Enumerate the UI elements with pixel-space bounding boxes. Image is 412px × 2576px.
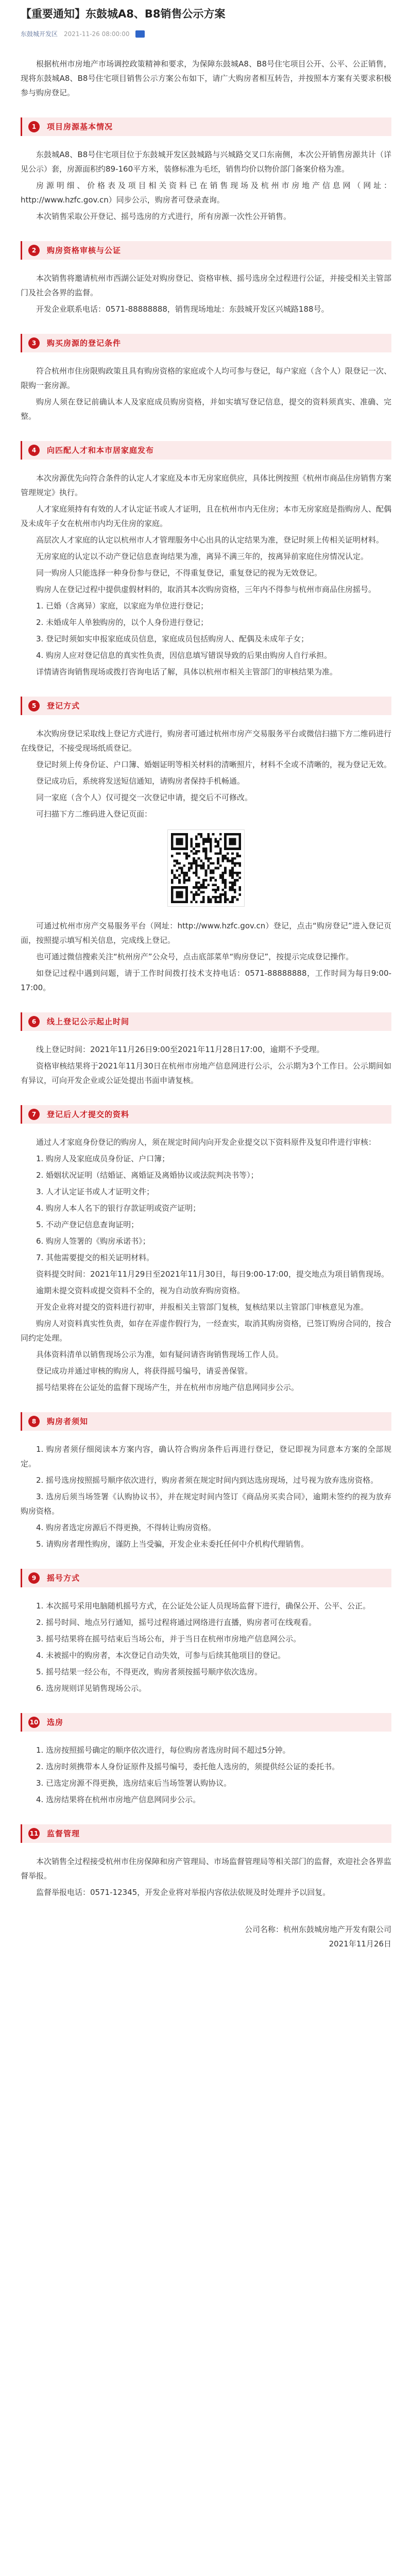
section-8	[21, 1412, 391, 1551]
section-number-badge: 2	[28, 245, 40, 256]
section-header	[21, 1569, 391, 1587]
section-title: 购房者须知	[47, 1417, 89, 1426]
section-number-badge: 7	[28, 1109, 40, 1120]
section-paragraph: 也可通过微信搜索关注“杭州房产”公众号，点击底部菜单“购房登记”，按提示完成登记操作。	[36, 952, 354, 961]
section-number-badge: 8	[28, 1416, 40, 1427]
section-paragraph: 资料提交时间：2021年11月29日至2021年11月30日，每日9:00-17:00，提交地点为项目销售现场。	[36, 1269, 389, 1279]
section-number-badge: 3	[28, 337, 40, 349]
section-paragraph: 开发企业将对提交的资料进行初审，并报相关主管部门复核，复核结果以主管部门审核意见为准。	[36, 1302, 369, 1312]
section-title: 登记后人才提交的资料	[47, 1110, 130, 1119]
section-title: 购买房源的登记条件	[47, 338, 122, 348]
section-paragraph: 1. 本次摇号采用电脑随机摇号方式，在公证处公证人员现场监督下进行，确保公开、公平、公正。	[36, 1601, 371, 1611]
section-paragraph: 3. 登记时须如实申报家庭成员信息，家庭成员包括购房人、配偶及未成年子女；	[36, 634, 309, 643]
article-meta	[21, 27, 391, 41]
section-paragraph: 6. 购房人签署的《购房承诺书》；	[36, 1236, 150, 1246]
section-header	[21, 1012, 391, 1031]
section-paragraph: 2. 摇号选房按照摇号顺序依次进行，购房者须在规定时间内到达选房现场，过号视为放弃选房资格。	[36, 1476, 379, 1485]
section-title: 购房资格审核与公证	[47, 246, 122, 255]
section-paragraph: 4. 购房人应对登记信息的真实性负责，因信息填写错误导致的后果由购房人自行承担。	[36, 651, 332, 660]
intro	[21, 57, 391, 100]
section-paragraph: 5. 摇号结果一经公布，不得更改，购房者须按摇号顺序依次选房。	[36, 1667, 263, 1676]
section-number-badge: 4	[28, 445, 40, 456]
section-header	[21, 241, 391, 260]
section-header	[21, 697, 391, 715]
section-paragraph: 具体资料清单以销售现场公示为准，如有疑问请咨询销售现场工作人员。	[36, 1350, 284, 1359]
section-title: 登记方式	[47, 701, 80, 710]
section-paragraph: 登记成功并通过审核的购房人，将获得摇号编号，请妥善保管。	[36, 1366, 253, 1376]
section-body	[21, 1599, 391, 1696]
section-body	[21, 1135, 391, 1395]
section-paragraph: 同一购房人只能选择一种身份参与登记，不得重复登记，重复登记的视为无效登记。	[36, 568, 322, 578]
qr-code-wrapper	[21, 829, 391, 911]
footer-company: 公司名称：杭州东鼓城房地产开发有限公司	[244, 1925, 391, 1934]
section-3	[21, 334, 391, 423]
section-paragraph: 人才家庭须持有有效的人才认定证书或人才证明，且在杭州市内无住房；本市无房家庭是指购房人、配偶及未成年子女在杭州市内均无住房的家庭。	[21, 504, 392, 528]
section-paragraph: 3. 人才认定证书或人才证明文件；	[36, 1187, 154, 1196]
section-paragraph: 详情请咨询销售现场或拨打咨询电话了解，具体以杭州市相关主管部门的审核结果为准。	[36, 667, 338, 676]
section-paragraph: 2. 未婚成年人单独购房的，以个人身份进行登记；	[36, 618, 209, 627]
section-body	[21, 726, 391, 995]
section-paragraph: 逾期未提交资料或提交资料不全的，视为自动放弃购房资格。	[36, 1286, 245, 1295]
section-header	[21, 117, 391, 136]
section-paragraph: 5. 请购房者理性购房，谨防上当受骗，开发企业未委托任何中介机构代理销售。	[36, 1539, 309, 1549]
section-paragraph: 登记时须上传身份证、户口簿、婚姻证明等相关材料的清晰照片，材料不全或不清晰的，视为登记无效。	[36, 760, 392, 769]
section-10	[21, 1713, 391, 1807]
section-paragraph: 5. 不动产登记信息查询证明；	[36, 1220, 139, 1229]
section-paragraph: 登记成功后，系统将发送短信通知，请购房者保持手机畅通。	[36, 776, 245, 786]
section-number-badge: 5	[28, 700, 40, 711]
section-paragraph: 1. 已婚（含离异）家庭，以家庭为单位进行登记；	[36, 601, 209, 611]
section-body	[21, 1743, 391, 1807]
section-paragraph: 7. 其他需要提交的相关证明材料。	[36, 1253, 154, 1262]
section-header	[21, 1412, 391, 1431]
intro-paragraph: 根据杭州市房地产市场调控政策精神和要求，为保障东鼓城A8、B8号住宅项目公开、公平、公正销售，现将东鼓城A8、B8号住宅项目销售公示方案公布如下，请广大购房者相互转告，并按照本方案有关要求积极参与购房登记。	[21, 59, 391, 97]
section-paragraph: 2. 摇号时间、地点另行通知，摇号过程将通过网络进行直播，购房者可在线观看。	[36, 1618, 317, 1627]
section-number-badge: 1	[28, 121, 40, 132]
section-paragraph: 购房人在登记过程中提供虚假材料的，取消其本次购房资格，三年内不得参与杭州市商品住房摇号。	[36, 585, 376, 594]
section-body	[21, 147, 391, 224]
section-body	[21, 364, 391, 423]
section-4	[21, 441, 391, 679]
section-title: 向匹配人才和本市居家庭发布	[47, 446, 154, 455]
section-title: 项目房源基本情况	[47, 122, 113, 131]
section-9	[21, 1569, 391, 1696]
section-paragraph: 3. 选房后须当场签署《认购协议书》，并在规定时间内签订《商品房买卖合同》，逾期未签约的视为放弃购房资格。	[21, 1492, 391, 1516]
section-paragraph: 本次销售全过程接受杭州市住房保障和房产管理局、市场监督管理局等相关部门的监督，欢迎社会各界监督举报。	[21, 1857, 392, 1880]
section-body	[21, 271, 391, 316]
section-paragraph: 购房人对资料真实性负责，如存在弄虚作假行为，一经查实，取消其购房资格，已签订购房合同的，按合同约定处理。	[21, 1319, 392, 1343]
section-paragraph: 2. 选房时须携带本人身份证原件及摇号编号，委托他人选房的，须提供经公证的委托书。	[36, 1762, 340, 1771]
section-paragraph: 4. 选房结果将在杭州市房地产信息网同步公示。	[36, 1795, 201, 1804]
section-paragraph: 可扫描下方二维码进入登记页面：	[36, 809, 152, 819]
section-paragraph: 符合杭州市住房限购政策且具有购房资格的家庭或个人均可参与登记，每户家庭（含个人）限登记一次、限购一套房源。	[21, 366, 392, 390]
section-number-badge: 10	[28, 1717, 40, 1728]
section-title: 监督管理	[47, 1829, 80, 1838]
section-paragraph: 4. 购房人本人名下的银行存款证明或资产证明；	[36, 1204, 201, 1213]
section-paragraph: 本次房源优先向符合条件的认定人才家庭及本市无房家庭供应，具体比例按照《杭州市商品住房销售方案管理规定》执行。	[21, 473, 392, 497]
section-paragraph: 资格审核结果将于2021年11月30日在杭州市房地产信息网进行公示，公示期为3个工作日。公示期间如有异议，可向开发企业或公证处提出书面申请复核。	[21, 1061, 391, 1085]
section-paragraph: 购房人须在登记前确认本人及家庭成员购房资格，并如实填写登记信息，提交的资料须真实、准确、完整。	[21, 397, 391, 421]
section-paragraph: 本次销售采取公开登记、摇号选房的方式进行，所有房源一次性公开销售。	[36, 212, 291, 221]
section-paragraph: 1. 购房者须仔细阅读本方案内容，确认符合购房条件后再进行登记，登记即视为同意本方案的全部规定。	[21, 1445, 391, 1468]
section-header	[21, 334, 391, 352]
section-paragraph: 同一家庭（含个人）仅可提交一次登记申请，提交后不可修改。	[36, 793, 253, 802]
registration-qr-code-icon[interactable]	[167, 829, 245, 907]
section-paragraph: 无房家庭的认定以不动产登记信息查询结果为准，离异不满三年的，按离异前家庭住房情况认定。	[36, 552, 369, 561]
section-paragraph: 如登记过程中遇到问题，请于工作时间拨打技术支持电话：0571-88888888，工作时间为每日9:00-17:00。	[21, 969, 391, 992]
publish-date: 2021-11-26 08:00:00	[64, 30, 130, 38]
section-paragraph: 线上登记时间：2021年11月26日9:00至2021年11月28日17:00，逾期不予受理。	[36, 1045, 324, 1054]
section-paragraph: 可通过杭州市房产交易服务平台（网址：http://www.hzfc.gov.cn）登记，点击“购房登记”进入登记页面，按照提示填写相关信息，完成线上登记。	[21, 921, 391, 945]
section-paragraph: 本次销售将邀请杭州市西湖公证处对购房登记、资格审核、摇号选房全过程进行公证，并接受相关主管部门及社会各界的监督。	[21, 274, 392, 297]
section-body	[21, 1442, 391, 1551]
account-badge-icon	[135, 30, 145, 38]
section-number-badge: 6	[28, 1016, 40, 1027]
section-5	[21, 697, 391, 995]
section-paragraph: 4. 未被摇中的购房者，本次登记自动失效，可参与后续其他项目的登记。	[36, 1651, 286, 1660]
section-body	[21, 1854, 391, 1900]
section-paragraph: 房源明细、价格表及项目相关资料已在销售现场及杭州市房地产信息网（网址：http://www.hzfc.gov.cn）同步公示，购房者可登录查询。	[21, 181, 391, 205]
section-paragraph: 3. 已选定房源不得更换，选房结束后当场签署认购协议。	[36, 1778, 232, 1788]
section-paragraph: 本次购房登记采取线上登记方式进行，购房者可通过杭州市房产交易服务平台或微信扫描下方二维码进行在线登记，不接受现场纸质登记。	[21, 729, 392, 753]
article-footer	[21, 1922, 391, 1951]
section-paragraph: 4. 购房者选定房源后不得更换，不得转让购房资格。	[36, 1523, 216, 1532]
section-number-badge: 9	[28, 1572, 40, 1584]
section-paragraph: 3. 摇号结果将在摇号结束后当场公布，并于当日在杭州市房地产信息网公示。	[36, 1634, 301, 1643]
section-body	[21, 471, 391, 679]
section-1	[21, 117, 391, 224]
section-paragraph: 1. 选房按照摇号确定的顺序依次进行，每位购房者选房时间不超过5分钟。	[36, 1745, 290, 1755]
section-paragraph: 通过人才家庭身份登记的购房人，须在规定时间内向开发企业提交以下资料原件及复印件进行审核：	[36, 1138, 376, 1147]
section-paragraph: 高层次人才家庭的认定以杭州市人才管理服务中心出具的认定结果为准，登记时须上传相关证明材料。	[36, 535, 384, 545]
section-number-badge: 11	[28, 1828, 40, 1839]
section-2	[21, 241, 391, 316]
section-11	[21, 1824, 391, 1900]
section-paragraph: 开发企业联系电话：0571-88888888，销售现场地址：东鼓城开发区兴城路188号。	[36, 304, 329, 314]
section-paragraph: 6. 选房规则详见销售现场公示。	[36, 1684, 147, 1693]
sections	[21, 117, 391, 1900]
section-header	[21, 1824, 391, 1843]
account-name[interactable]: 东鼓城开发区	[21, 30, 58, 38]
article-title: 【重要通知】东鼓城A8、B8销售公示方案	[21, 8, 226, 20]
section-paragraph: 1. 购房人及家庭成员身份证、户口簿；	[36, 1154, 170, 1163]
section-title: 线上登记公示起止时间	[47, 1017, 130, 1026]
section-title: 摇号方式	[47, 1573, 80, 1583]
section-7	[21, 1105, 391, 1395]
section-paragraph: 东鼓城A8、B8号住宅项目位于东鼓城开发区鼓城路与兴城路交叉口东南侧，本次公开销售房源共计（详见公示）套，房源面积约89-160平方米，装修标准为毛坯，销售均价以物价部门备案价格为准。	[21, 150, 391, 174]
footer-date: 2021年11月26日	[329, 1939, 391, 1948]
section-header	[21, 441, 391, 460]
section-header	[21, 1105, 391, 1124]
section-paragraph: 2. 婚姻状况证明（结婚证、离婚证及离婚协议或法院判决书等）；	[36, 1171, 259, 1180]
section-title: 选房	[47, 1718, 64, 1727]
section-paragraph: 监督举报电话：0571-12345，开发企业将对举报内容依法依规及时处理并予以回复。	[36, 1888, 331, 1897]
section-header	[21, 1713, 391, 1732]
section-paragraph: 摇号结果将在公证处的监督下现场产生，并在杭州市房地产信息网同步公示。	[36, 1383, 299, 1392]
section-6	[21, 1012, 391, 1088]
section-body	[21, 1042, 391, 1088]
